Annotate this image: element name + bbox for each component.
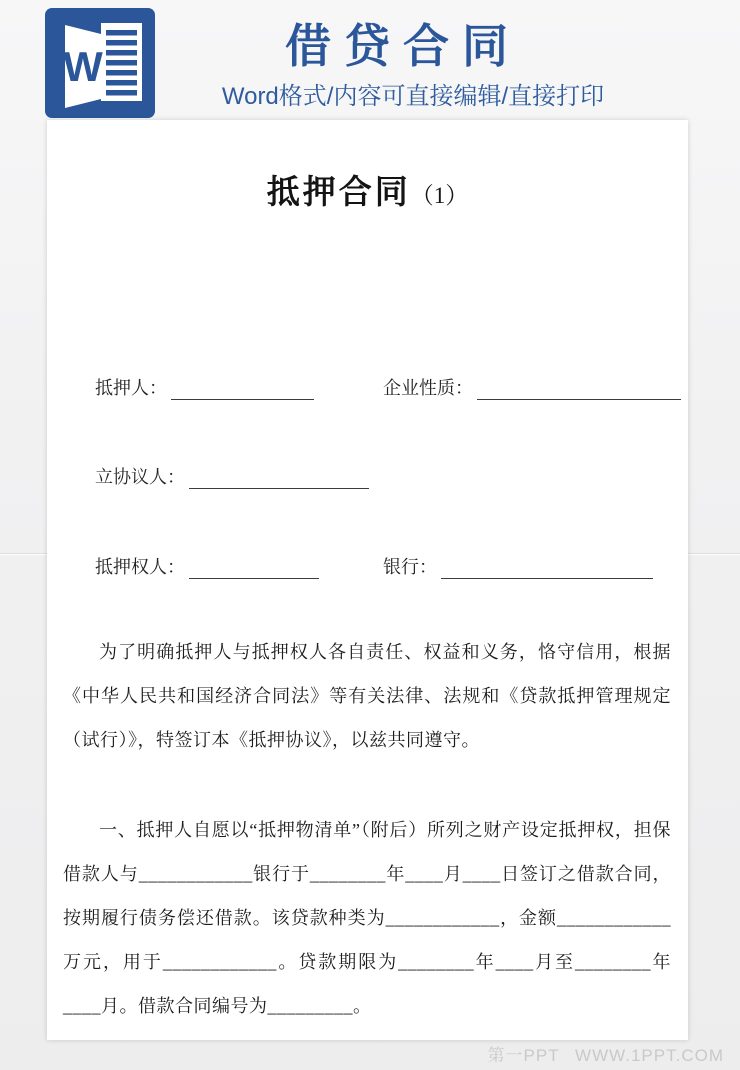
field-row-3	[95, 551, 674, 579]
page-break-line-right	[688, 553, 740, 554]
field-enterprise-nature	[383, 374, 681, 400]
field-mortgagor	[95, 374, 314, 400]
enterprise-nature-blank-line	[477, 378, 681, 400]
banner-subtitle: Word格式/内容可直接编辑/直接打印	[221, 83, 605, 110]
bank-label: 银行：	[383, 557, 437, 577]
document-page	[47, 120, 688, 1040]
enterprise-nature-label: 企业性质：	[383, 378, 473, 398]
contract-paragraph-preamble: 为了明确抵押人与抵押权人各自责任、权益和义务，恪守信用，根据《中华人民共和国经济合同法》等有关法律、法规和《贷款抵押管理规定（试行）》，特签订本《抵押协议》，以兹共同遵守。	[63, 642, 671, 750]
field-mortgagee	[95, 553, 319, 579]
mortgagor-blank-line	[171, 378, 314, 400]
field-row-2	[95, 461, 674, 489]
footer-site-url: WWW.1PPT.COM	[575, 1046, 724, 1065]
field-bank	[383, 553, 653, 579]
field-row-1	[95, 372, 674, 400]
word-icon	[45, 8, 155, 118]
agreement-parties-blank-line	[189, 467, 369, 489]
footer-site-name: 第一PPT	[487, 1046, 560, 1065]
contract-title	[47, 166, 688, 213]
site-footer	[478, 1041, 724, 1066]
banner-title: 借贷合同	[285, 20, 521, 72]
agreement-parties-label: 立协议人：	[95, 467, 185, 487]
mortgagor-label: 抵押人：	[95, 378, 167, 398]
word-logo-svg	[45, 8, 155, 118]
contract-paragraph-clause-1: 一、抵押人自愿以“抵押物清单”（附后）所列之财产设定抵押权，担保借款人与____________银行于________年____月____日签订之借款合同，按期履行债务偿还借款。该贷款种类为____________，金额____________万元，用于____________。贷款期限为________年____月至________年____月。借款合同编号为_________。	[63, 820, 671, 1016]
word-logo-letter: W	[63, 43, 103, 90]
contract-title-text: 抵押合同	[266, 175, 411, 211]
bank-blank-line	[441, 557, 653, 579]
mortgagee-blank-line	[189, 557, 319, 579]
page-break-line-left	[0, 553, 47, 554]
contract-title-number: （1）	[410, 183, 469, 208]
field-agreement-parties	[95, 463, 369, 489]
mortgagee-label: 抵押权人：	[95, 557, 185, 577]
